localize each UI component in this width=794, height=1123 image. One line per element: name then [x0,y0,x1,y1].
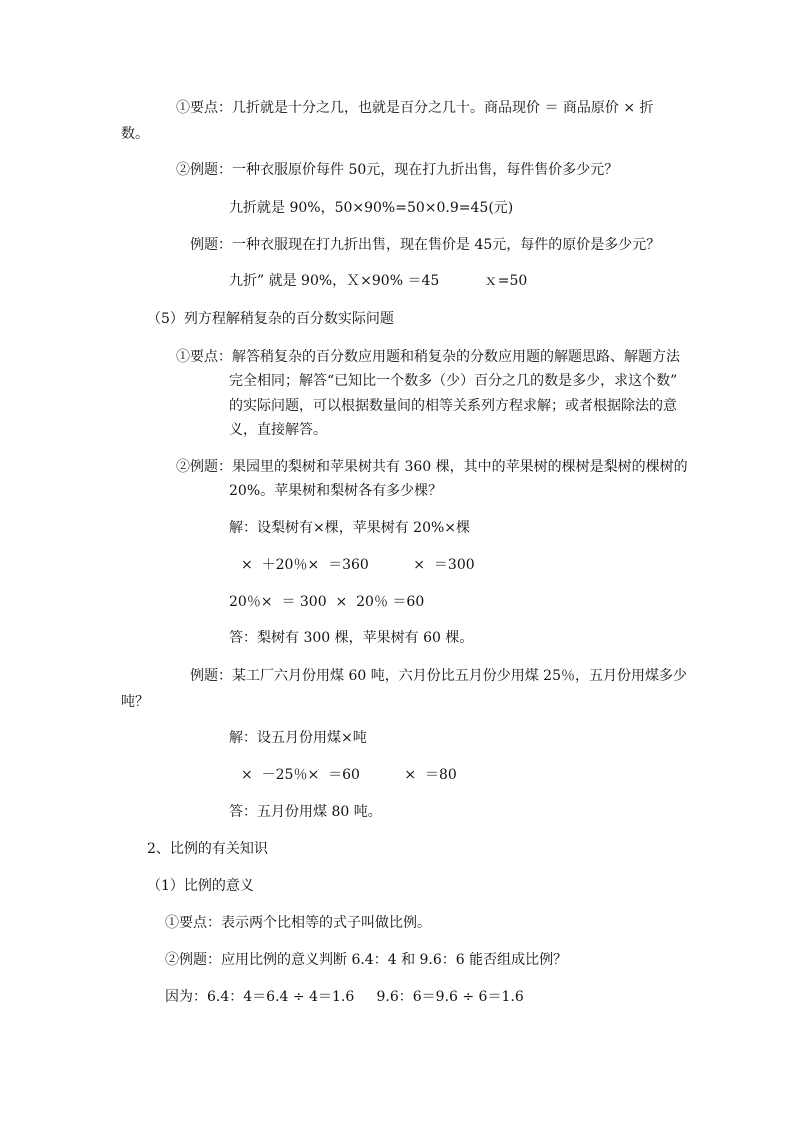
subsection-heading-1: （1）比例的意义 [147,878,254,894]
example-coal-equation: × －25％× ＝60 × ＝80 [241,767,457,783]
section-heading-2: 2、比例的有关知识 [147,841,268,857]
example-coal-setup: 解：设五月份用煤×吨 [229,730,367,746]
point-discount-line2: 数。 [121,126,149,142]
point-percent-line2: 完全相同；解答“已知比一个数多（少）百分之几的数是多少，求这个数” [229,373,678,389]
example-discount-solution: 九折就是 90%，50×90%=50×0.9=45(元) [229,200,514,216]
section-heading-5: （5）列方程解稍复杂的百分数实际问题 [147,311,394,327]
example-coal-answer: 答：五月份用煤 80 吨。 [229,804,382,820]
example-original-price-question: 例题：一种衣服现在打九折出售，现在售价是 45元，每件的原价是多少元？ [190,237,661,253]
point-percent-line4: 义，直接解答。 [229,422,327,438]
example-proportion-solution: 因为：6.4：4＝6.4 ÷ 4＝1.6 9.6：6＝9.6 ÷ 6＝1.6 [165,989,524,1005]
example-coal-line2: 吨？ [121,694,149,710]
example-trees-equation: × ＋20％× ＝360 × ＝300 [241,557,475,573]
example-trees-line1: ②例题：果园里的梨树和苹果树共有 360 棵，其中的苹果树的棵树是梨树的棵树的 [176,459,688,475]
example-trees-setup: 解：设梨树有×棵，苹果树有 20%×棵 [229,520,471,536]
example-coal-line1: 例题：某工厂六月份用煤 60 吨，六月份比五月份少用煤 25％，五月份用煤多少 [190,668,687,684]
point-discount-line1: ①要点：几折就是十分之几，也就是百分之几十。商品现价 ＝ 商品原价 × 折 [176,100,654,116]
example-original-price-solution: 九折” 就是 90%，Ｘ×90% ＝45 ｘ=50 [229,273,528,289]
example-trees-calc: 20％× ＝ 300 × 20％ ＝60 [229,594,425,610]
example-trees-line2: 20%。苹果树和梨树各有多少棵？ [229,483,443,499]
example-proportion-question: ②例题：应用比例的意义判断 6.4：4 和 9.6：6 能否组成比例？ [165,952,568,968]
example-discount-question: ②例题：一种衣服原价每件 50元，现在打九折出售，每件售价多少元？ [176,162,619,178]
point-percent-line1: ①要点：解答稍复杂的百分数应用题和稍复杂的分数应用题的解题思路、解题方法 [176,349,680,365]
point-proportion: ①要点：表示两个比相等的式子叫做比例。 [165,915,431,931]
point-percent-line3: 的实际问题，可以根据数量间的相等关系列方程求解；或者根据除法的意 [229,398,677,414]
example-trees-answer: 答：梨树有 300 棵，苹果树有 60 棵。 [229,630,474,646]
